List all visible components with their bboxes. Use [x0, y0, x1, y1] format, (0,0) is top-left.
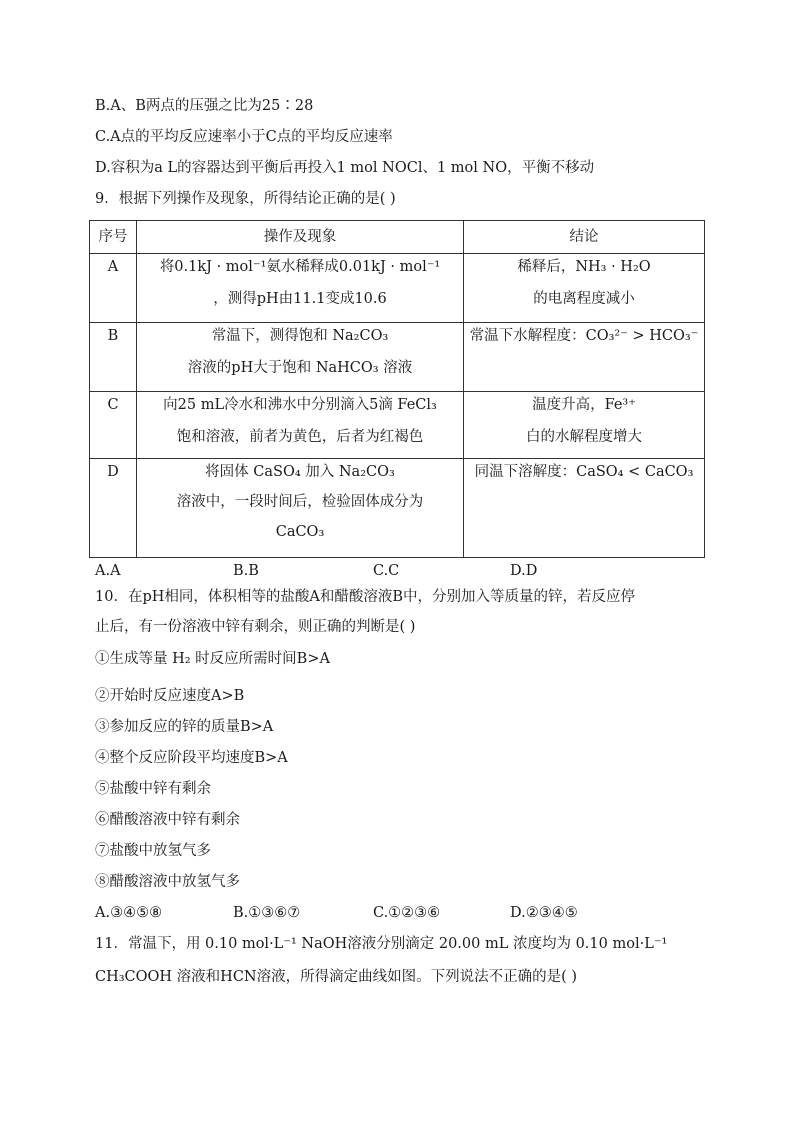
row-conclusion [464, 254, 705, 323]
table-row [90, 254, 705, 323]
conclusion-line: 同温下溶解度：CaSO₄ < CaCO₃ [474, 464, 694, 480]
choice-d[interactable]: D.D [510, 563, 538, 579]
table-header-row [90, 221, 705, 254]
q10-item: ②开始时反应速度A>B [95, 688, 245, 704]
operation-line: 溶液的pH大于饱和 NaHCO₃ 溶液 [187, 360, 413, 376]
conclusion-line: 常温下水解程度：CO₃²⁻ > HCO₃⁻ [469, 328, 699, 344]
choice-a[interactable]: A.A [95, 563, 121, 579]
table-row [90, 323, 705, 392]
row-no: D [90, 459, 137, 558]
header-conclusion: 结论 [464, 221, 705, 254]
row-no: A [90, 254, 137, 323]
choice-c[interactable]: C.C [373, 563, 400, 579]
row-operation [137, 392, 464, 459]
choice-d[interactable]: D.②③④⑤ [510, 905, 578, 921]
operation-line: 将固体 CaSO₄ 加入 Na₂CO₃ [205, 464, 395, 480]
header-operation: 操作及现象 [137, 221, 464, 254]
q8-option-c: C.A点的平均反应速率小于C点的平均反应速率 [95, 129, 393, 145]
row-operation [137, 254, 464, 323]
row-conclusion [464, 459, 705, 558]
header-no: 序号 [90, 221, 137, 254]
operation-line: 将0.1kJ · mol⁻¹氨水稀释成0.01kJ · mol⁻¹ [159, 259, 441, 275]
operation-line: 向25 mL冷水和沸水中分别滴入5滴 FeCl₃ [163, 397, 437, 413]
q11-stem-line1: 11．常温下，用 0.10 mol·L⁻¹ NaOH溶液分别滴定 20.00 mL 浓度均为 0.10 mol·L⁻¹ [95, 936, 668, 952]
q10-item: ③参加反应的锌的质量B>A [95, 719, 274, 735]
conclusion-line: 的电离程度减小 [533, 291, 635, 307]
q8-option-d: D.容积为a L的容器达到平衡后再投入1 mol NOCl、1 mol NO，平衡不移动 [95, 160, 595, 176]
row-conclusion [464, 323, 705, 392]
q10-stem-line1: 10．在pH相同，体积相等的盐酸A和醋酸溶液B中，分别加入等质量的锌，若反应停 [95, 589, 636, 605]
operation-line: ，测得pH由11.1变成10.6 [213, 291, 387, 307]
conclusion-line: 白的水解程度增大 [526, 429, 642, 445]
q9-stem: 9．根据下列操作及现象，所得结论正确的是( ) [95, 191, 396, 207]
q10-item: ⑤盐酸中锌有剩余 [95, 781, 211, 797]
row-conclusion [464, 392, 705, 459]
operation-line: CaCO₃ [275, 524, 325, 540]
row-no: B [90, 323, 137, 392]
operation-line: 常温下，测得饱和 Na₂CO₃ [211, 328, 389, 344]
q10-item: ⑦盐酸中放氢气多 [95, 843, 211, 859]
choice-b[interactable]: B.①③⑥⑦ [233, 905, 301, 921]
row-no: C [90, 392, 137, 459]
q10-item: ④整个反应阶段平均速度B>A [95, 750, 288, 766]
choice-c[interactable]: C.①②③⑥ [373, 905, 441, 921]
conclusion-line: 温度升高，Fe³⁺ [532, 397, 636, 413]
row-operation [137, 459, 464, 558]
choice-b[interactable]: B.B [233, 563, 259, 579]
table-row [90, 459, 705, 558]
q10-item: ①生成等量 H₂ 时反应所需时间B>A [95, 651, 330, 667]
operation-line: 饱和溶液，前者为黄色，后者为红褐色 [176, 429, 424, 445]
q10-item: ⑥醋酸溶液中锌有剩余 [95, 812, 240, 828]
choice-a[interactable]: A.③④⑤⑧ [95, 905, 163, 921]
conclusion-line: 稀释后，NH₃ · H₂O [517, 259, 651, 275]
q11-stem-line2: CH₃COOH 溶液和HCN溶液，所得滴定曲线如图。下列说法不正确的是( ) [95, 969, 578, 985]
operation-line: 溶液中，一段时间后，检验固体成分为 [176, 494, 424, 510]
row-operation [137, 323, 464, 392]
q8-option-b: B.A、B两点的压强之比为25∶28 [95, 98, 314, 114]
q10-stem-line2: 止后，有一份溶液中锌有剩余，则正确的判断是( ) [95, 619, 416, 635]
table-row [90, 392, 705, 459]
q9-table [89, 220, 705, 558]
q10-item: ⑧醋酸溶液中放氢气多 [95, 874, 240, 890]
